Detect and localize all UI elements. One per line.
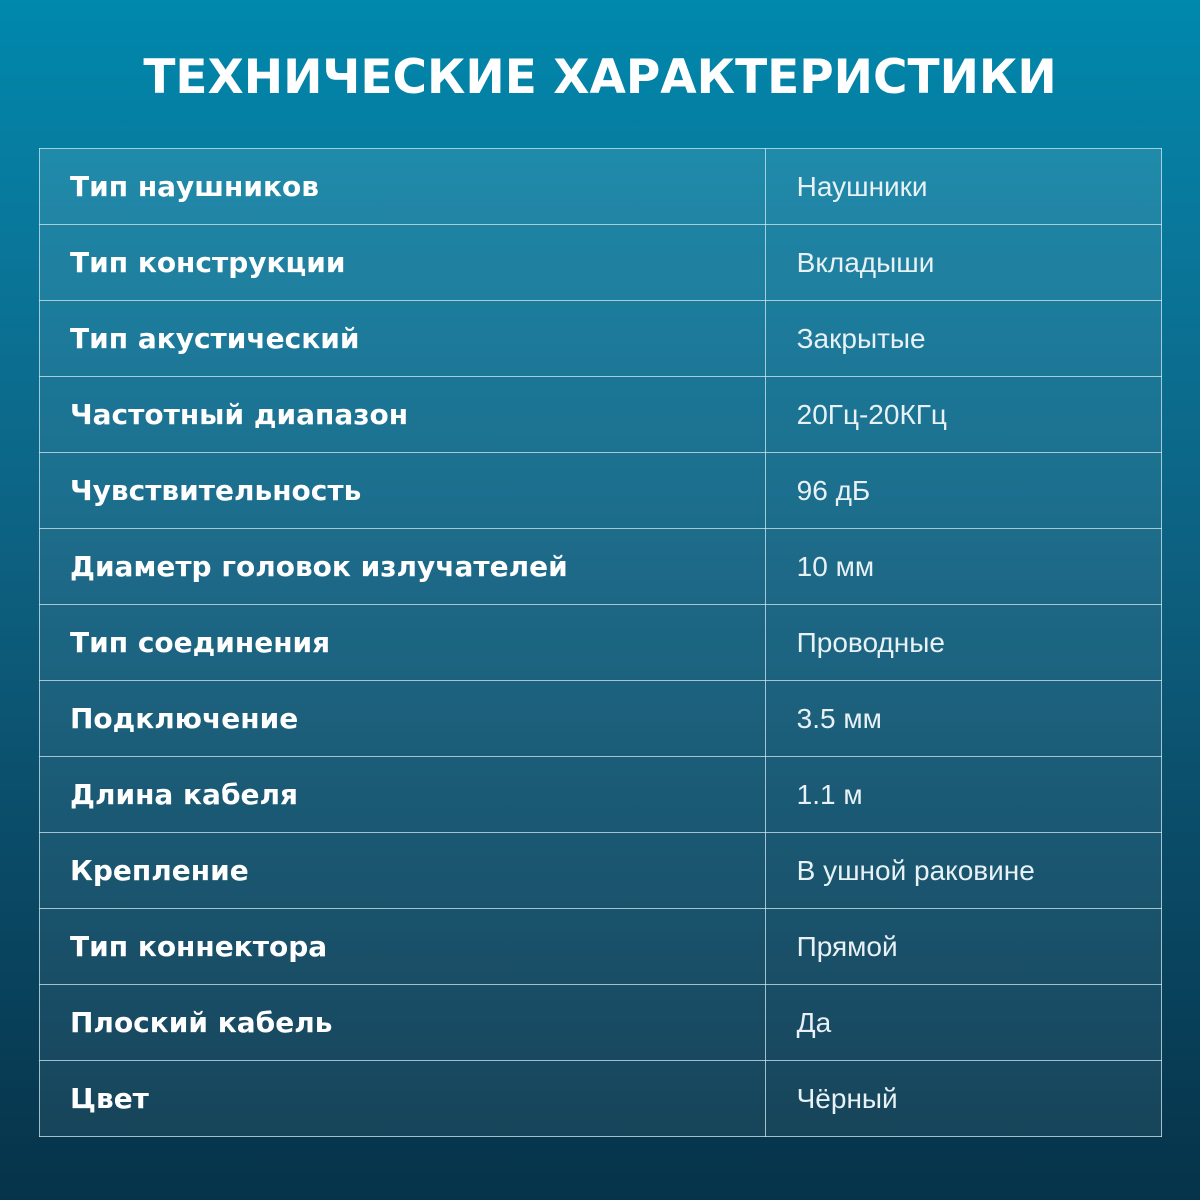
spec-name: Чувствительность xyxy=(40,453,766,529)
spec-value: 1.1 м xyxy=(765,757,1161,833)
spec-row-sensitivity xyxy=(40,453,1162,529)
spec-row-cable-length xyxy=(40,757,1162,833)
spec-name: Подключение xyxy=(40,681,766,757)
specs-table xyxy=(39,148,1162,1137)
spec-value: 20Гц-20КГц xyxy=(765,377,1161,453)
spec-value: В ушной раковине xyxy=(765,833,1161,909)
spec-name: Тип соединения xyxy=(40,605,766,681)
spec-name: Тип наушников xyxy=(40,149,766,225)
page-title: ТЕХНИЧЕСКИЕ ХАРАКТЕРИСТИКИ xyxy=(143,50,1057,105)
spec-value: Проводные xyxy=(765,605,1161,681)
spec-value: Наушники xyxy=(765,149,1161,225)
spec-row-flat-cable xyxy=(40,985,1162,1061)
spec-row-acoustic-type xyxy=(40,301,1162,377)
spec-value: Чёрный xyxy=(765,1061,1161,1137)
spec-value: 3.5 мм xyxy=(765,681,1161,757)
spec-value: 96 дБ xyxy=(765,453,1161,529)
spec-row-driver-diameter xyxy=(40,529,1162,605)
spec-name: Крепление xyxy=(40,833,766,909)
spec-row-frequency-range xyxy=(40,377,1162,453)
spec-value: 10 мм xyxy=(765,529,1161,605)
spec-name: Частотный диапазон xyxy=(40,377,766,453)
spec-name: Диаметр головок излучателей xyxy=(40,529,766,605)
spec-value: Вкладыши xyxy=(765,225,1161,301)
spec-row-construction-type xyxy=(40,225,1162,301)
spec-value: Да xyxy=(765,985,1161,1061)
spec-row-mounting xyxy=(40,833,1162,909)
spec-row-connector xyxy=(40,681,1162,757)
spec-name: Длина кабеля xyxy=(40,757,766,833)
spec-name: Цвет xyxy=(40,1061,766,1137)
spec-row-connector-type xyxy=(40,909,1162,985)
spec-row-headphone-type xyxy=(40,149,1162,225)
spec-row-color xyxy=(40,1061,1162,1137)
spec-row-connection-type xyxy=(40,605,1162,681)
spec-value: Закрытые xyxy=(765,301,1161,377)
spec-name: Тип коннектора xyxy=(40,909,766,985)
spec-name: Тип конструкции xyxy=(40,225,766,301)
spec-name: Плоский кабель xyxy=(40,985,766,1061)
spec-value: Прямой xyxy=(765,909,1161,985)
spec-name: Тип акустический xyxy=(40,301,766,377)
